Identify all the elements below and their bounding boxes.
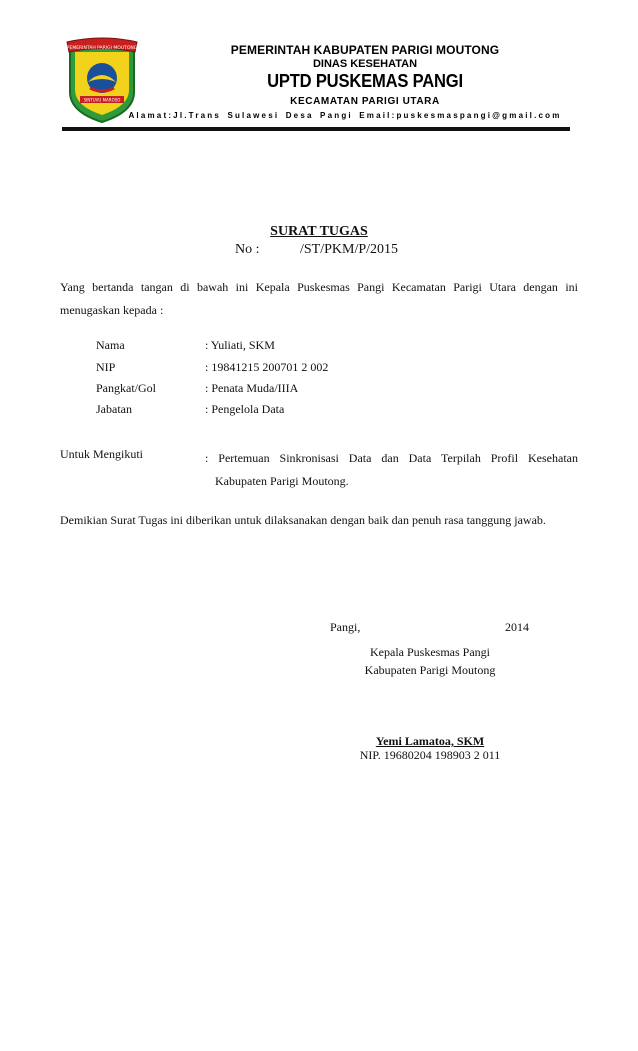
signer-nip: NIP. 19680204 198903 2 011 (359, 748, 501, 762)
letterhead-divider (62, 127, 570, 131)
signer-role: Kepala Puskesmas Pangi (370, 645, 490, 659)
assignee-name-label: Nama (96, 338, 125, 352)
letterhead-district: KECAMATAN PARIGI UTARA (290, 96, 440, 107)
logo-text-top: PEMERINTAH PARIGI MOUTONG (66, 46, 138, 51)
document-title: SURAT TUGAS (270, 224, 368, 239)
purpose-line-1: : Pertemuan Sinkronisasi Data dan Data Terpilah Profil Kesehatan (205, 451, 578, 465)
signature-year: 2014 (505, 620, 529, 634)
assignee-position-label: Jabatan (96, 402, 132, 416)
assignee-nip-value: : 19841215 200701 2 002 (205, 360, 329, 374)
letter-number-value: /ST/PKM/P/2015 (300, 242, 399, 257)
assignee-name-value: : Yuliati, SKM (205, 338, 275, 352)
purpose-line-2: Kabupaten Parigi Moutong. (215, 474, 349, 488)
assignee-rank-label: Pangkat/Gol (96, 381, 156, 395)
purpose-value (205, 447, 578, 493)
letterhead-government: PEMERINTAH KABUPATEN PARIGI MOUTONG (230, 43, 500, 57)
assignee-position-value: : Pengelola Data (205, 402, 285, 416)
signer-regency: Kabupaten Parigi Moutong (364, 663, 496, 677)
letterhead-department: DINAS KESEHATAN (312, 58, 418, 70)
letterhead-institution: UPTD PUSKEMAS PANGI (267, 71, 463, 91)
letterhead-address: Alamat:Jl.Trans Sulawesi Desa Pangi Email:puskesmaspangi@gmail.com (128, 111, 562, 120)
assignee-nip-label: NIP (96, 360, 116, 374)
intro-paragraph (60, 276, 578, 322)
assignee-rank-value: : Penata Muda/IIIA (205, 381, 299, 395)
signer-name: Yemi Lamatoa, SKM (375, 734, 485, 748)
signature-place: Pangi, (330, 620, 361, 634)
purpose-label: Untuk Mengikuti (60, 447, 143, 461)
letter-number-label: No : (235, 242, 260, 257)
intro-text: Yang bertanda tangan di bawah ini Kepala Puskesmas Pangi Kecamatan Parigi Utara dengan ini menugaskan kepada : (60, 280, 578, 317)
logo-text-bottom: SINTUVU MAROSO (83, 97, 121, 103)
closing-paragraph: Demikian Surat Tugas ini diberikan untuk dilaksanakan dengan baik dan penuh rasa tanggung jawab. (60, 513, 546, 527)
